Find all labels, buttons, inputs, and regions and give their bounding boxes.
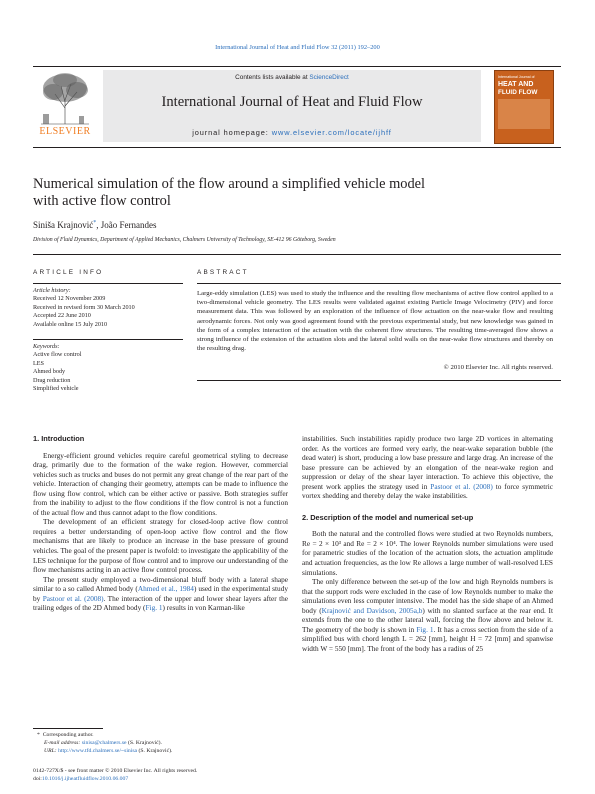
email-suffix: (S. Krajnović). [126, 740, 162, 747]
paragraph [33, 575, 288, 613]
url-suffix: (S. Krajnović). [137, 748, 173, 755]
cover-journal-label: International Journal of [498, 75, 535, 79]
citation-link[interactable]: Pastoor et al. (2008) [42, 593, 104, 603]
paragraph-text: ) results in von Karman-like [162, 603, 245, 613]
footnote-text: Corresponding author. [42, 732, 94, 738]
keywords-label: Keywords: [33, 343, 60, 350]
paragraph: Energy-efficient ground vehicles require careful geometrical styling to decrease drag, primarily due to the formation of the wake region. However, commercial vehicles such as trucks and buses do not permit any great change of the rear part of the vehicle. Interaction of changing their geometry, attempts can be made to influence the flow using flow control, which can be either active or passive. Both strategies suffer from the inability to adjust to the flow conditions if the flow control is not a function of the actual flow and thus cannot adapt to the flow conditions. [33, 450, 288, 517]
keyword: Active flow control [33, 351, 82, 359]
article-info-rule [33, 283, 183, 284]
footnote-mark: * [37, 732, 40, 738]
front-matter [33, 767, 333, 783]
cover-title-line2: FLUID FLOW [498, 89, 538, 96]
history-entry: Available online 15 July 2010 [33, 320, 108, 328]
article-title [33, 176, 553, 210]
figure-link[interactable]: Fig. 1 [145, 603, 163, 613]
paragraph: Both the natural and the controlled flows were studied at two Reynolds numbers, Re = 2 × 10³ and Re = 2 × 10⁴. The lower Reynolds number simulations were used for parametric studies of the location of the actuation slots, the actuation amplitude and actuation frequencies, as the low Re allows a large number of wall-resolved LES simulations. [302, 529, 553, 577]
corresponding-author-note [33, 731, 288, 739]
homepage-line [103, 128, 481, 137]
history-entry: Received in revised form 30 March 2010 [33, 303, 135, 311]
figure-link[interactable]: Fig. 1 [416, 624, 434, 634]
keyword: Simplified vehicle [33, 385, 79, 393]
citation-link[interactable]: Krajnović and Davidson, 2005a,b [321, 605, 423, 615]
email-line [33, 739, 288, 747]
sciencedirect-link[interactable]: ScienceDirect [309, 74, 349, 81]
journal-header-box [103, 70, 481, 142]
author-name[interactable]: João Fernandes [100, 220, 157, 230]
paragraph-text: . The interaction of the upper and lower shear layers after the trailing edges of the 2D Ahmed body ( [33, 593, 288, 613]
article-title-line1: Numerical simulation of the flow around a simplified vehicle model [33, 176, 426, 192]
article-title-line2: with active flow control [33, 193, 171, 209]
url-line [33, 747, 288, 755]
doi-line [33, 775, 333, 783]
copyright-line: © 2010 Elsevier Inc. All rights reserved. [443, 364, 553, 371]
section-heading-introduction: 1. Introduction [33, 434, 85, 443]
paragraph: The development of an efficient strategy for closed-loop active flow control requires a better understanding of open-loop active flow control and the flow mechanisms that are likely to produce an increase in the base pressure of ground vehicles. The goal of the present paper is twofold: to investigate the applicability of the LES technique for the purpose of flow control and to improve our understanding of the flow mechanisms acting in an active flow control process. [33, 517, 288, 575]
left-column [33, 434, 288, 613]
url-link[interactable]: http://www.tfd.chalmers.se/~sinisa [58, 748, 138, 755]
journal-cover[interactable] [494, 70, 554, 144]
cover-image [498, 99, 550, 129]
history-entry: Accepted 22 June 2010 [33, 312, 91, 320]
paragraph [302, 577, 553, 653]
elsevier-tree-icon [33, 70, 97, 126]
keyword: Ahmed body [33, 368, 66, 376]
article-history [33, 287, 188, 329]
affiliation-rule [33, 254, 561, 255]
footnote-rule [33, 728, 103, 729]
doi-label: doi: [33, 776, 42, 783]
section-heading-model-setup: 2. Description of the model and numerical set-up [302, 512, 474, 522]
paragraph-text: to force symmetric vortex shedding and thereby delay the wake instabilities. [302, 481, 554, 501]
issn-line: 0142-727X/$ - see front matter © 2010 Elsevier Inc. All rights reserved. [33, 768, 198, 774]
journal-title: International Journal of Heat and Fluid Flow [161, 94, 423, 110]
paragraph-text: The present study employed a two-dimensional bluff body with a lateral shape similar to a so called Ahmed body ( [33, 574, 288, 594]
paragraph-text: instabilities. Such instabilities rapidly produce two large 2D vortices in alternating order. As the vortices are formed very early, the near-wake separation bubble (the dead water) is short, producing a low base pressure and large drag. An increase of the base pressure can be achieved by an elongation of the near-wake region and suppression or delay of the shear layer interaction. To achieve this objective, the present work applies the strategy used in [302, 434, 553, 491]
history-label: Article history: [33, 287, 71, 294]
contents-label: Contents lists available at [235, 74, 310, 81]
author-separator: , [96, 220, 101, 230]
paragraph-text: ) used in the experimental study by [33, 584, 288, 603]
abstract-rule [197, 283, 561, 284]
abstract-heading: ABSTRACT [197, 269, 249, 276]
email-label: E-mail address: [44, 740, 82, 747]
contents-line [103, 74, 481, 81]
homepage-link[interactable]: www.elsevier.com/locate/ijhff [271, 128, 392, 137]
history-entry: Received 12 November 2009 [33, 295, 106, 303]
publisher-wordmark: ELSEVIER [39, 126, 91, 137]
paragraph [302, 434, 553, 501]
masthead-bottom-rule [33, 147, 561, 148]
affiliation: Division of Fluid Dynamics, Department of Applied Mechanics, Chalmers University of Technology, SE-412 96 Göteborg, Sweden [33, 237, 336, 243]
author-list [33, 220, 157, 230]
abstract-text: Large-eddy simulation (LES) was used to study the influence and the resulting flow mechanisms of active flow control applied to a two-dimensional vehicle geometry. The LES results were validated against existing Particle Image Velocimetry (PIV) and force measurement data. This was followed by an exploration of the influence of flow actuation on the near-wake flow and resulting aerodynamic forces. Not only was good agreement found with the previous experimental study, but new knowledge was gained in the form of a complex interaction of the actuation with the coherent flow structures. The resulting time-averaged flow shows a strong influence of the extension of the actuation slots and the lateral solid walls on the near-wake flow structures and thereby on the resulting drag. [197, 290, 553, 353]
abstract-bottom-rule [197, 380, 561, 381]
paragraph-text: ) with no slanted surface at the rear end. It extends from the one to the other lateral wall, forcing the flow above and below it. The geometry of the body is shown in [302, 605, 553, 634]
article-info-heading: ARTICLE INFO [33, 269, 104, 276]
paragraph-text: The only difference between the set-up of the low and high Reynolds numbers is that the support rods were excluded in the case of low Reynolds number to make the simulations even less computer intensive. The model has the side shape of an Ahmed body ( [302, 577, 553, 615]
keywords [33, 343, 188, 393]
citation-link[interactable]: Ahmed et al., 1984 [137, 584, 194, 594]
doi-link[interactable]: 10.1016/j.ijheatfluidflow.2010.06.007 [41, 776, 129, 783]
homepage-label: journal homepage: [192, 128, 272, 137]
keyword: LES [33, 359, 45, 367]
cover-title-line1: HEAT AND [498, 81, 534, 88]
right-column [302, 434, 553, 653]
url-label: URL: [44, 748, 59, 755]
citation-link[interactable]: Pastoor et al. (2008) [430, 481, 493, 491]
elsevier-logo [33, 70, 97, 140]
author-name[interactable]: Siniša Krajnović [33, 220, 94, 230]
paragraph-text: . It has a cross section from the side of a simplified bus with chord length L = 262 [mm], height H = 72 [mm] and spanwise width W = 550 [mm]. The front of the body has a radius of 25 [302, 624, 553, 653]
keywords-rule [33, 339, 183, 340]
email-link[interactable]: sinisa@chalmers.se [81, 740, 127, 747]
corresponding-mark[interactable]: * [93, 220, 97, 226]
journal-reference[interactable]: International Journal of Heat and Fluid Flow 32 (2011) 192–200 [215, 44, 380, 51]
footnote [33, 731, 288, 755]
keyword: Drag reduction [33, 376, 71, 384]
masthead-top-rule [33, 66, 561, 67]
